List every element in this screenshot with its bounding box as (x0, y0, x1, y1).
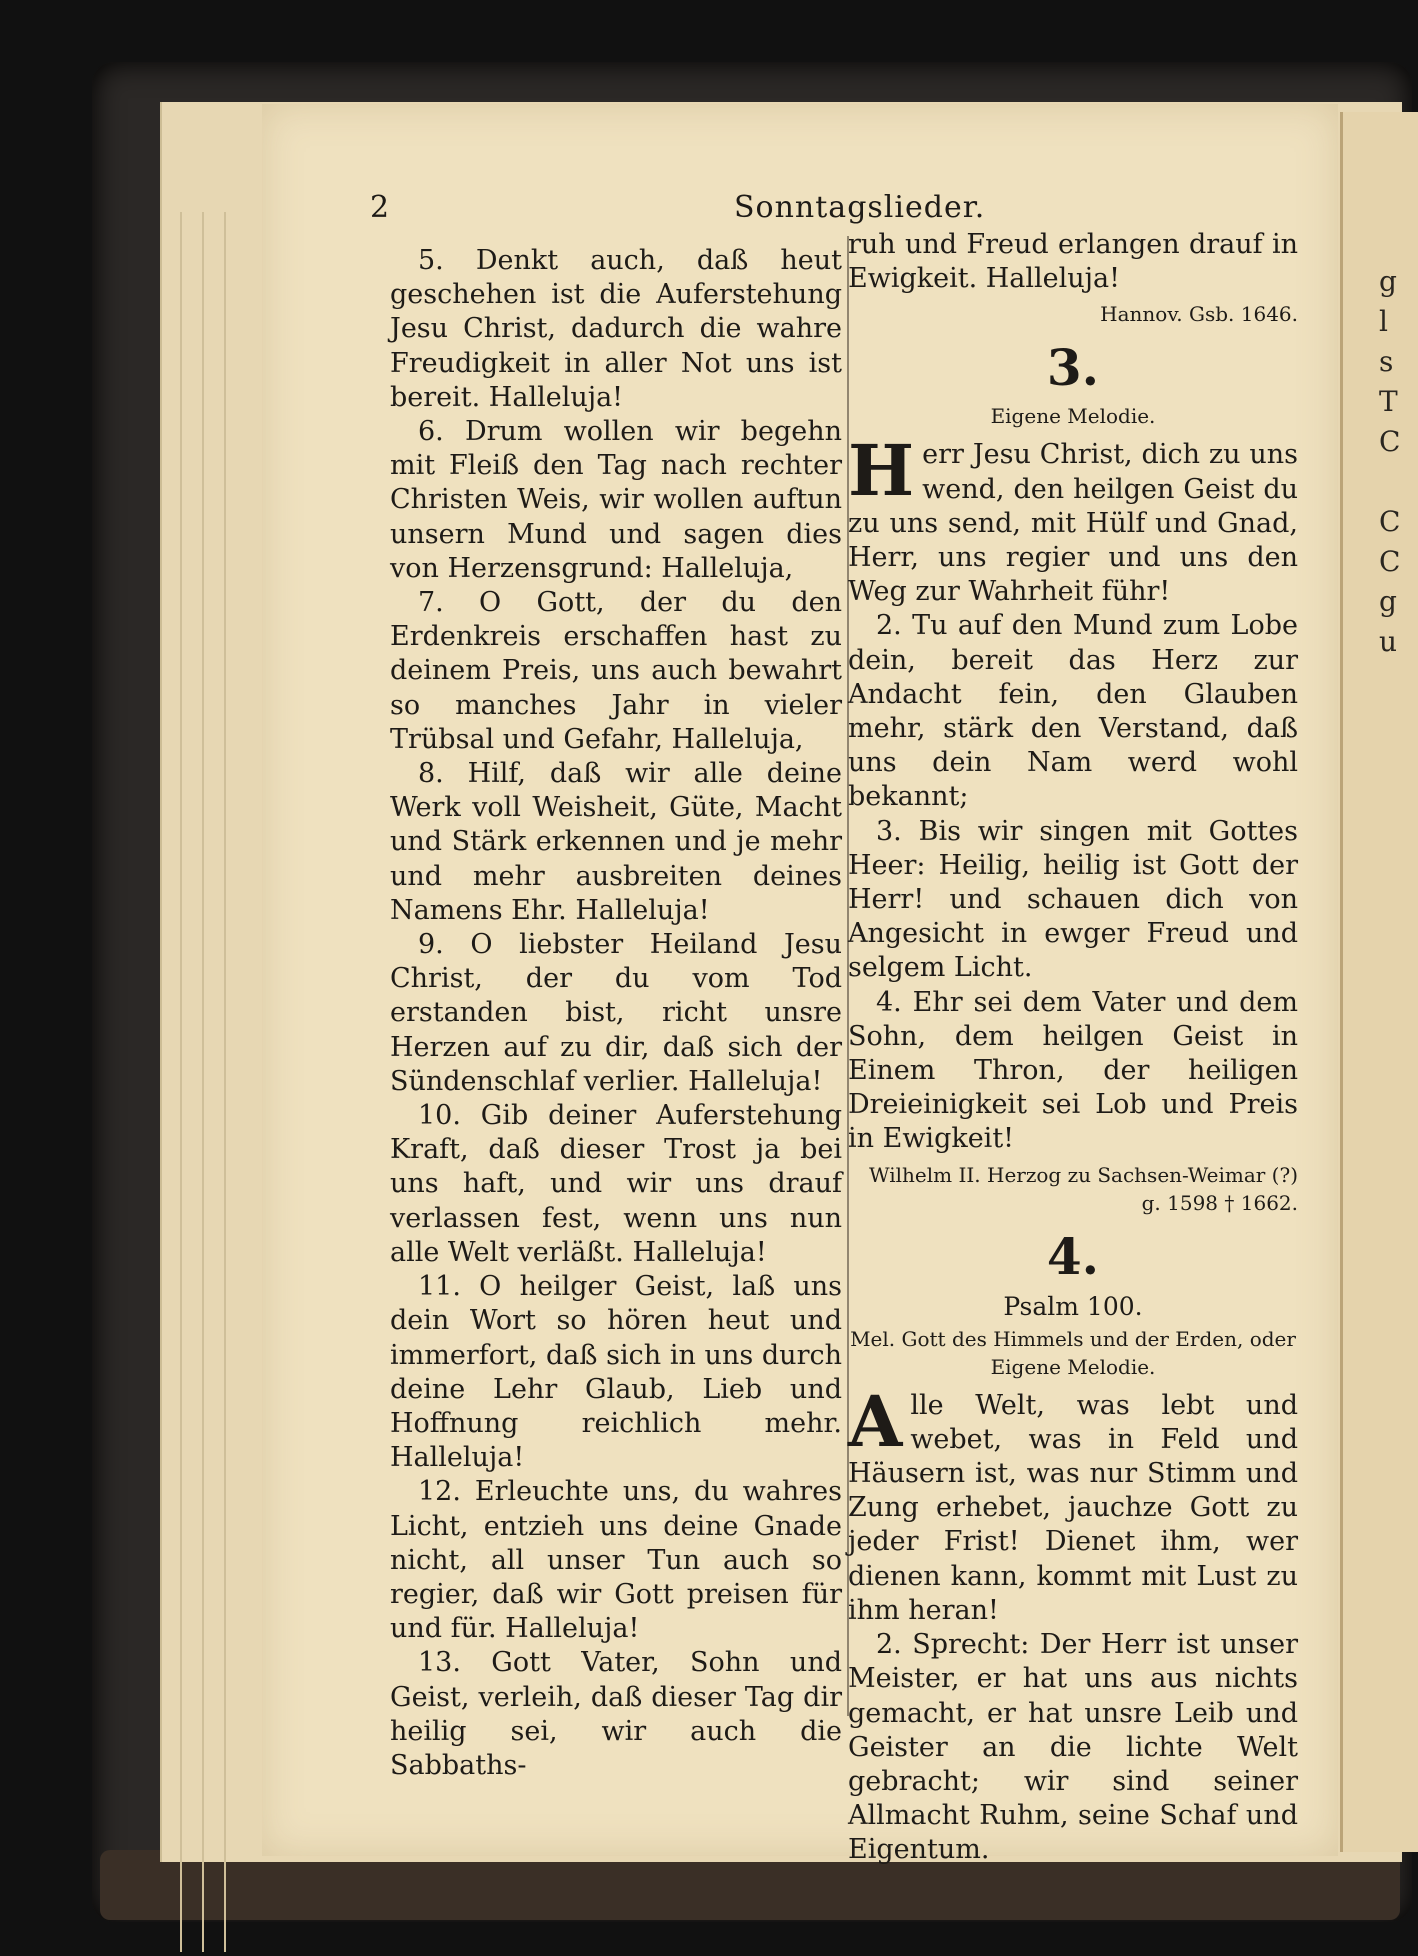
psalm-title: Psalm 100. (1003, 1291, 1143, 1321)
page-number: 2 (370, 190, 390, 225)
next-page-edge (1340, 112, 1418, 1852)
next-page-fragment (1379, 462, 1418, 502)
next-page-fragment: l (1379, 305, 1388, 338)
next-page-fragments (1343, 112, 1418, 662)
page-edge-line (224, 212, 226, 1952)
next-page-fragment: g (1379, 585, 1397, 618)
hymn-melody: Mel. Gott des Himmels und der Erden, oder Eigene Melodie. (850, 1326, 1296, 1379)
hymn-first-verse (848, 1379, 1298, 1628)
hymn-number: 4. (1046, 1226, 1100, 1286)
hymn-author: Wilhelm II. Herzog zu Sachsen-Weimar (?) g. 1598 † 1662. (869, 1162, 1298, 1215)
drop-cap: H (848, 429, 915, 513)
next-page-fragment: T (1379, 385, 1398, 418)
verse: 2. Sprecht: Der Herr ist unser Meister, er hat uns aus nichts gemacht, er hat unsre Leib und Geister an die lichte Welt gebracht; wir sind seiner Allmacht Ruhm, seine Schaf und Eigentum. (848, 1629, 1298, 1866)
next-page-fragment: s (1379, 345, 1394, 378)
first-verse-text: lle Welt, was lebt und webet, was in Feld und Häusern ist, was nur Stimm und Zung erhebet, jauchze Gott zu jeder Frist! Dienet ihm, wer dienen kann, kommt mit Lust zu ihm heran! (848, 1389, 1298, 1626)
hymn-first-verse (848, 429, 1298, 609)
first-verse-text: err Jesu Christ, dich zu uns wend, den heilgen Geist du zu uns send, mit Hülf und Gnad, Herr, uns regier und uns den Weg zur Wahrheit führ! (848, 439, 1298, 608)
verse: 11. O heilger Geist, laß uns dein Wort so hören heut und immerfort, daß sich in uns durch deine Lehr Glaub, Lieb und Hoffnung reichlich mehr. Halleluja! (390, 1271, 842, 1474)
right-column (848, 228, 1298, 1868)
hymn-number: 3. (1046, 338, 1100, 398)
hymn-melody: Eigene Melodie. (990, 404, 1156, 429)
drop-cap: A (848, 1379, 903, 1463)
next-page-fragment: C (1379, 545, 1401, 578)
verse: 4. Ehr sei dem Vater und dem Sohn, dem heilgen Geist in Einem Thron, der heiligen Dreieinigkeit sei Lob und Preis in Ewigkeit! (848, 986, 1298, 1155)
page-edge-line (180, 212, 182, 1952)
verse: 7. O Gott, der du den Erdenkreis erschaffen hast zu deinem Preis, uns auch bewahrt so manches Jahr in vieler Trübsal und Gefahr, Halleluja, (390, 587, 842, 755)
page-header (370, 190, 986, 230)
next-page-fragment: g (1379, 265, 1397, 298)
verse: 6. Drum wollen wir begehn mit Fleiß den Tag nach rechter Christen Weis, wir wollen auftun unsern Mund und sagen dies von Herzensgrund: Halleluja, (390, 416, 842, 584)
verse: 5. Denkt auch, daß heut geschehen ist die Auferstehung Jesu Christ, dadurch die wahre Freudigkeit in aller Not uns ist bereit. Halleluja! (390, 245, 842, 413)
verse: 10. Gib deiner Auferstehung Kraft, daß dieser Trost ja bei uns haft, und wir uns drauf verlassen fest, wenn uns nun alle Welt verläßt. Halleluja! (390, 1100, 842, 1268)
left-column (390, 244, 842, 1783)
next-page-fragment: u (1379, 625, 1398, 658)
hymn-source: Hannov. Gsb. 1646. (1100, 302, 1298, 327)
verse: 2. Tu auf den Mund zum Lobe dein, bereit das Herz zur Andacht fein, den Glauben mehr, stärk den Verstand, daß uns dein Nam werd wohl bekannt; (848, 610, 1298, 813)
verse: 9. O liebster Heiland Jesu Christ, der du vom Tod erstanden bist, richt unsre Herzen auf zu dir, daß sich der Sündenschlaf verlier. Halleluja! (390, 929, 842, 1097)
verse: 8. Hilf, daß wir alle deine Werk voll Weisheit, Güte, Macht und Stärk erkennen und je mehr und mehr ausbreiten deines Namens Ehr. Halleluja! (390, 758, 842, 926)
verse: 12. Erleuchte uns, du wahres Licht, entzieh uns deine Gnade nicht, all unser Tun auch so regier, daß wir Gott preisen für und für. Halleluja! (390, 1476, 842, 1645)
page-edge-line (202, 212, 204, 1952)
next-page-fragment: C (1379, 505, 1401, 538)
verse-continuation: ruh und Freud erlangen drauf in Ewigkeit. Halleluja! (848, 229, 1298, 295)
verse: 13. Gott Vater, Sohn und Geist, verleih, daß dieser Tag dir heilig sei, wir auch die Sabbaths- (390, 1647, 842, 1781)
next-page-fragment: C (1379, 425, 1401, 458)
verse: 3. Bis wir singen mit Gottes Heer: Heilig, heilig ist Gott der Herr! und schauen dich von Angesicht in ewger Freud und selgem Licht. (848, 815, 1298, 984)
running-head: Sonntagslieder. (734, 190, 986, 225)
